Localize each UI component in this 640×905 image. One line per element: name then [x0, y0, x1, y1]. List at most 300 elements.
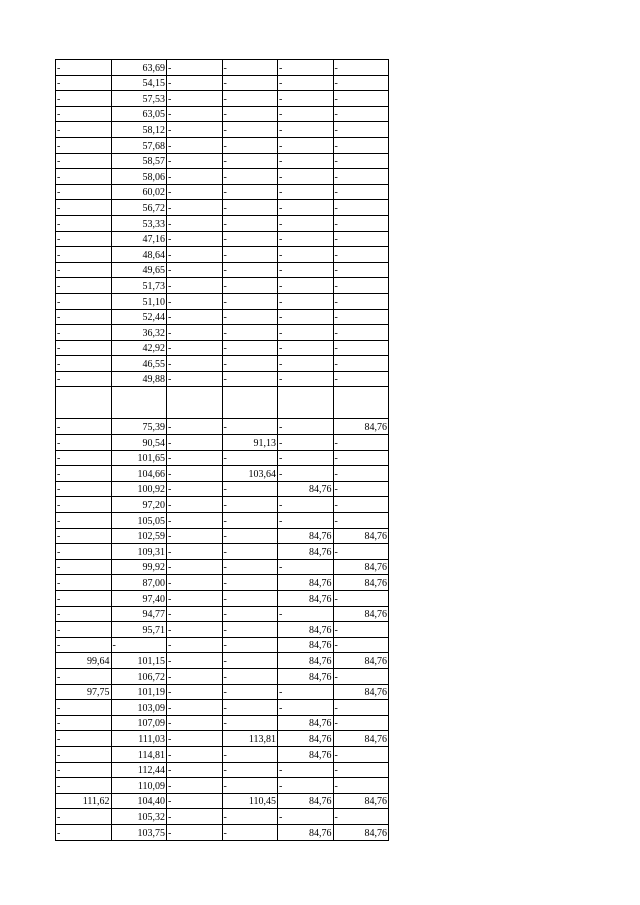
table-cell: -	[333, 513, 389, 529]
table-body-bottom	[56, 419, 389, 840]
table-row	[56, 371, 389, 387]
table-cell: 105,05	[111, 513, 167, 529]
table-cell: -	[333, 544, 389, 560]
table-cell: -	[333, 60, 389, 76]
table-cell: -	[167, 106, 223, 122]
table-cell: 101,19	[111, 684, 167, 700]
table-cell: -	[56, 591, 112, 607]
table-cell: -	[222, 513, 278, 529]
table-cell: -	[222, 75, 278, 91]
table-cell: -	[167, 200, 223, 216]
table-cell: 63,05	[111, 106, 167, 122]
table-cell: -	[333, 325, 389, 341]
table-cell: -	[56, 75, 112, 91]
table-row	[56, 106, 389, 122]
table-cell: -	[222, 497, 278, 513]
table-cell: -	[333, 106, 389, 122]
table-row	[56, 528, 389, 544]
table-cell: 97,20	[111, 497, 167, 513]
table-row	[56, 91, 389, 107]
table-cell: -	[222, 184, 278, 200]
table-cell: 56,72	[111, 200, 167, 216]
table-cell: -	[56, 778, 112, 794]
table-cell: 84,76	[333, 824, 389, 840]
table-cell: 84,76	[278, 668, 334, 684]
table-cell: -	[222, 544, 278, 560]
table-cell: 110,09	[111, 778, 167, 794]
table-row	[56, 169, 389, 185]
table-cell: -	[222, 700, 278, 716]
table-row	[56, 653, 389, 669]
table-cell: -	[56, 419, 112, 435]
table-cell: -	[333, 809, 389, 825]
table-cell: -	[333, 293, 389, 309]
table-cell: -	[278, 200, 334, 216]
table-cell: -	[56, 91, 112, 107]
table-cell: 51,10	[111, 293, 167, 309]
table-cell: 58,12	[111, 122, 167, 138]
table-cell: -	[167, 466, 223, 482]
table-row	[56, 419, 389, 435]
table-cell: -	[56, 184, 112, 200]
table-cell: 84,76	[278, 544, 334, 560]
table-row	[56, 778, 389, 794]
table-cell: -	[278, 106, 334, 122]
table-cell: -	[167, 606, 223, 622]
table-cell: -	[167, 653, 223, 669]
table-cell: 84,76	[278, 481, 334, 497]
table-cell: -	[278, 262, 334, 278]
table-cell: -	[278, 75, 334, 91]
table-cell: -	[167, 809, 223, 825]
table-cell: -	[167, 247, 223, 263]
table-row	[56, 700, 389, 716]
table-cell: -	[167, 497, 223, 513]
table-cell: -	[333, 340, 389, 356]
table-row	[56, 137, 389, 153]
table-cell: -	[278, 293, 334, 309]
table-cell: 57,53	[111, 91, 167, 107]
table-row	[56, 247, 389, 263]
table-cell: -	[56, 153, 112, 169]
data-table	[55, 59, 389, 841]
table-row	[56, 591, 389, 607]
table-cell: -	[56, 340, 112, 356]
table-cell: 53,33	[111, 215, 167, 231]
table-row	[56, 75, 389, 91]
table-cell: -	[167, 215, 223, 231]
table-cell: 95,71	[111, 622, 167, 638]
table-cell: -	[56, 122, 112, 138]
table-cell: -	[167, 137, 223, 153]
table-cell: 84,76	[278, 637, 334, 653]
table-cell: 113,81	[222, 731, 278, 747]
table-spacer	[56, 387, 389, 419]
table-cell: 104,66	[111, 466, 167, 482]
table-cell: -	[167, 122, 223, 138]
table-cell: -	[167, 731, 223, 747]
table-cell: -	[167, 793, 223, 809]
table-row	[56, 544, 389, 560]
table-cell: -	[333, 247, 389, 263]
table-cell: -	[56, 481, 112, 497]
table-cell: 103,75	[111, 824, 167, 840]
table-cell: -	[167, 513, 223, 529]
table-cell: -	[278, 513, 334, 529]
table-cell: -	[278, 215, 334, 231]
table-cell: -	[333, 122, 389, 138]
table-cell: -	[278, 309, 334, 325]
table-cell: -	[222, 637, 278, 653]
table-row	[56, 293, 389, 309]
table-row	[56, 325, 389, 341]
table-cell: -	[278, 700, 334, 716]
table-cell: 47,16	[111, 231, 167, 247]
table-row	[56, 435, 389, 451]
table-cell: -	[278, 278, 334, 294]
table-cell: -	[56, 746, 112, 762]
table-cell: -	[222, 668, 278, 684]
table-row	[56, 793, 389, 809]
table-cell: -	[333, 278, 389, 294]
table-cell: -	[333, 262, 389, 278]
table-cell: -	[333, 481, 389, 497]
table-cell: 106,72	[111, 668, 167, 684]
table-cell: -	[222, 262, 278, 278]
table-cell: -	[56, 247, 112, 263]
table-cell: 49,65	[111, 262, 167, 278]
table-row	[56, 731, 389, 747]
table-cell: -	[56, 60, 112, 76]
table-cell: -	[167, 169, 223, 185]
table-cell: -	[56, 278, 112, 294]
table-cell: -	[167, 746, 223, 762]
table-cell: -	[167, 356, 223, 372]
table-cell: 63,69	[111, 60, 167, 76]
table-cell: -	[278, 778, 334, 794]
table-cell: 97,40	[111, 591, 167, 607]
table-cell: -	[167, 262, 223, 278]
table-cell: 75,39	[111, 419, 167, 435]
table-cell: -	[56, 824, 112, 840]
table-row	[56, 481, 389, 497]
table-cell: -	[167, 340, 223, 356]
table-cell: -	[167, 278, 223, 294]
table-cell: -	[333, 184, 389, 200]
table-cell: -	[167, 184, 223, 200]
table-cell: 91,13	[222, 435, 278, 451]
table-cell: -	[278, 122, 334, 138]
table-cell: -	[222, 106, 278, 122]
table-cell: 60,02	[111, 184, 167, 200]
table-cell: -	[222, 356, 278, 372]
table-cell: -	[333, 435, 389, 451]
table-cell: 84,76	[278, 575, 334, 591]
table-cell: -	[56, 668, 112, 684]
table-cell: -	[278, 450, 334, 466]
table-cell: -	[333, 75, 389, 91]
table-cell: 107,09	[111, 715, 167, 731]
table-cell: 84,76	[278, 824, 334, 840]
table-cell: 99,92	[111, 559, 167, 575]
table-cell: -	[278, 153, 334, 169]
table-cell: -	[222, 481, 278, 497]
table-cell: -	[111, 637, 167, 653]
table-cell: -	[278, 231, 334, 247]
table-cell: -	[167, 419, 223, 435]
table-cell: -	[56, 544, 112, 560]
table-cell: 94,77	[111, 606, 167, 622]
table-cell: 84,76	[333, 575, 389, 591]
table-cell: -	[333, 466, 389, 482]
table-cell: -	[333, 591, 389, 607]
table-cell: -	[56, 700, 112, 716]
table-cell: -	[167, 824, 223, 840]
table-cell: -	[167, 450, 223, 466]
table-cell: -	[167, 684, 223, 700]
table-cell: 84,76	[333, 684, 389, 700]
table-cell: -	[56, 731, 112, 747]
table-row	[56, 622, 389, 638]
table-row	[56, 606, 389, 622]
table-cell: -	[167, 668, 223, 684]
table-row	[56, 60, 389, 76]
table-cell: -	[56, 559, 112, 575]
table-cell: -	[222, 340, 278, 356]
table-cell: -	[56, 371, 112, 387]
table-cell: -	[222, 591, 278, 607]
table-cell: 54,15	[111, 75, 167, 91]
table-cell: 110,45	[222, 793, 278, 809]
table-cell: 84,76	[333, 419, 389, 435]
table-cell: -	[222, 762, 278, 778]
table-cell: -	[56, 809, 112, 825]
table-cell: -	[56, 325, 112, 341]
table-cell: -	[167, 75, 223, 91]
table-cell: -	[167, 325, 223, 341]
table-cell: -	[56, 231, 112, 247]
table-cell: -	[278, 137, 334, 153]
table-cell: -	[333, 91, 389, 107]
table-cell: -	[167, 622, 223, 638]
table-cell: -	[56, 466, 112, 482]
table-cell: -	[56, 497, 112, 513]
table-cell: -	[333, 309, 389, 325]
table-cell: -	[278, 606, 334, 622]
table-row	[56, 466, 389, 482]
table-cell: -	[278, 809, 334, 825]
table-cell: 51,73	[111, 278, 167, 294]
table-cell: 90,54	[111, 435, 167, 451]
table-cell: 48,64	[111, 247, 167, 263]
table-cell: -	[222, 606, 278, 622]
table-cell: -	[222, 122, 278, 138]
table-cell: 87,00	[111, 575, 167, 591]
table-row	[56, 684, 389, 700]
table-cell: -	[56, 262, 112, 278]
table-cell: -	[333, 215, 389, 231]
table-cell: -	[167, 91, 223, 107]
table-cell: 102,59	[111, 528, 167, 544]
table-cell: -	[56, 356, 112, 372]
table-cell: -	[222, 309, 278, 325]
table-cell: 84,76	[278, 793, 334, 809]
table-cell: -	[222, 715, 278, 731]
table-cell: 42,92	[111, 340, 167, 356]
table-cell: -	[222, 153, 278, 169]
table-cell: 84,76	[333, 731, 389, 747]
table-row	[56, 809, 389, 825]
table-cell: -	[278, 169, 334, 185]
table-cell: 114,81	[111, 746, 167, 762]
table-cell: -	[278, 435, 334, 451]
table-cell: -	[56, 762, 112, 778]
table-cell: 103,09	[111, 700, 167, 716]
table-cell: -	[167, 762, 223, 778]
table-cell: 36,32	[111, 325, 167, 341]
table-cell: 111,03	[111, 731, 167, 747]
table-cell: -	[278, 325, 334, 341]
table-row	[56, 762, 389, 778]
table-cell: -	[222, 169, 278, 185]
table-cell: -	[167, 637, 223, 653]
table-row	[56, 575, 389, 591]
table-cell: -	[333, 137, 389, 153]
table-row	[56, 262, 389, 278]
table-cell: -	[333, 637, 389, 653]
table-cell: 46,55	[111, 356, 167, 372]
table-cell: 109,31	[111, 544, 167, 560]
table-cell: -	[167, 575, 223, 591]
table-cell: -	[333, 356, 389, 372]
table-cell: 84,76	[278, 731, 334, 747]
table-cell: 101,65	[111, 450, 167, 466]
spacer-row	[56, 387, 389, 419]
table-cell: -	[56, 622, 112, 638]
table-row	[56, 309, 389, 325]
table-row	[56, 278, 389, 294]
table-cell: -	[222, 684, 278, 700]
table-row	[56, 668, 389, 684]
table-cell: -	[56, 528, 112, 544]
table-cell: -	[56, 137, 112, 153]
table-cell: -	[333, 200, 389, 216]
table-cell: 101,15	[111, 653, 167, 669]
table-cell: 99,64	[56, 653, 112, 669]
table-row	[56, 215, 389, 231]
table-cell: -	[167, 544, 223, 560]
table-cell: -	[278, 247, 334, 263]
table-cell: -	[56, 435, 112, 451]
table-cell: 84,76	[278, 591, 334, 607]
table-row	[56, 637, 389, 653]
table-cell: -	[56, 715, 112, 731]
table-cell: -	[56, 450, 112, 466]
table-cell: -	[222, 91, 278, 107]
table-cell: -	[167, 371, 223, 387]
table-cell: 84,76	[278, 622, 334, 638]
table-cell: -	[167, 591, 223, 607]
table-cell: -	[167, 153, 223, 169]
table-cell: -	[167, 778, 223, 794]
table-cell: -	[278, 762, 334, 778]
table-cell: -	[222, 824, 278, 840]
table-row	[56, 184, 389, 200]
table-cell: -	[333, 169, 389, 185]
table-cell: 84,76	[333, 559, 389, 575]
table-cell: -	[56, 293, 112, 309]
table-row	[56, 497, 389, 513]
table-cell: -	[333, 668, 389, 684]
table-cell: -	[222, 371, 278, 387]
table-cell: -	[278, 91, 334, 107]
table-row	[56, 559, 389, 575]
table-cell: -	[56, 575, 112, 591]
table-cell: -	[222, 575, 278, 591]
table-cell: -	[167, 700, 223, 716]
table-cell: -	[278, 497, 334, 513]
table-cell: 52,44	[111, 309, 167, 325]
table-row	[56, 513, 389, 529]
table-cell: -	[222, 528, 278, 544]
table-row	[56, 122, 389, 138]
table-cell: -	[167, 481, 223, 497]
table-cell: -	[222, 215, 278, 231]
table-cell: 97,75	[56, 684, 112, 700]
table-row	[56, 450, 389, 466]
table-cell: -	[222, 247, 278, 263]
table-cell: -	[56, 637, 112, 653]
table-cell: -	[278, 356, 334, 372]
table-cell: -	[333, 746, 389, 762]
table-cell: 84,76	[333, 606, 389, 622]
table-cell: -	[333, 371, 389, 387]
table-cell: -	[222, 293, 278, 309]
table-cell: -	[278, 419, 334, 435]
table-cell: -	[222, 559, 278, 575]
table-cell: -	[333, 762, 389, 778]
table-cell: -	[167, 528, 223, 544]
table-row	[56, 824, 389, 840]
table-cell: -	[222, 137, 278, 153]
table-cell: 57,68	[111, 137, 167, 153]
table-row	[56, 231, 389, 247]
table-cell: 58,57	[111, 153, 167, 169]
table-cell: -	[222, 419, 278, 435]
table-row	[56, 356, 389, 372]
table-cell: -	[222, 200, 278, 216]
table-cell: -	[278, 60, 334, 76]
table-cell: -	[167, 309, 223, 325]
table-cell: -	[222, 778, 278, 794]
table-cell: -	[333, 450, 389, 466]
table-cell: -	[56, 215, 112, 231]
table-cell: -	[333, 715, 389, 731]
table-cell: 105,32	[111, 809, 167, 825]
table-cell: -	[278, 340, 334, 356]
table-cell: 111,62	[56, 793, 112, 809]
table-cell: -	[222, 809, 278, 825]
table-cell: 84,76	[333, 653, 389, 669]
table-cell: -	[222, 278, 278, 294]
table-cell: -	[222, 622, 278, 638]
table-cell: -	[167, 231, 223, 247]
table-cell: 84,76	[278, 653, 334, 669]
table-body-top	[56, 60, 389, 387]
table-cell: 84,76	[333, 793, 389, 809]
table-cell: -	[167, 293, 223, 309]
table-cell: 104,40	[111, 793, 167, 809]
